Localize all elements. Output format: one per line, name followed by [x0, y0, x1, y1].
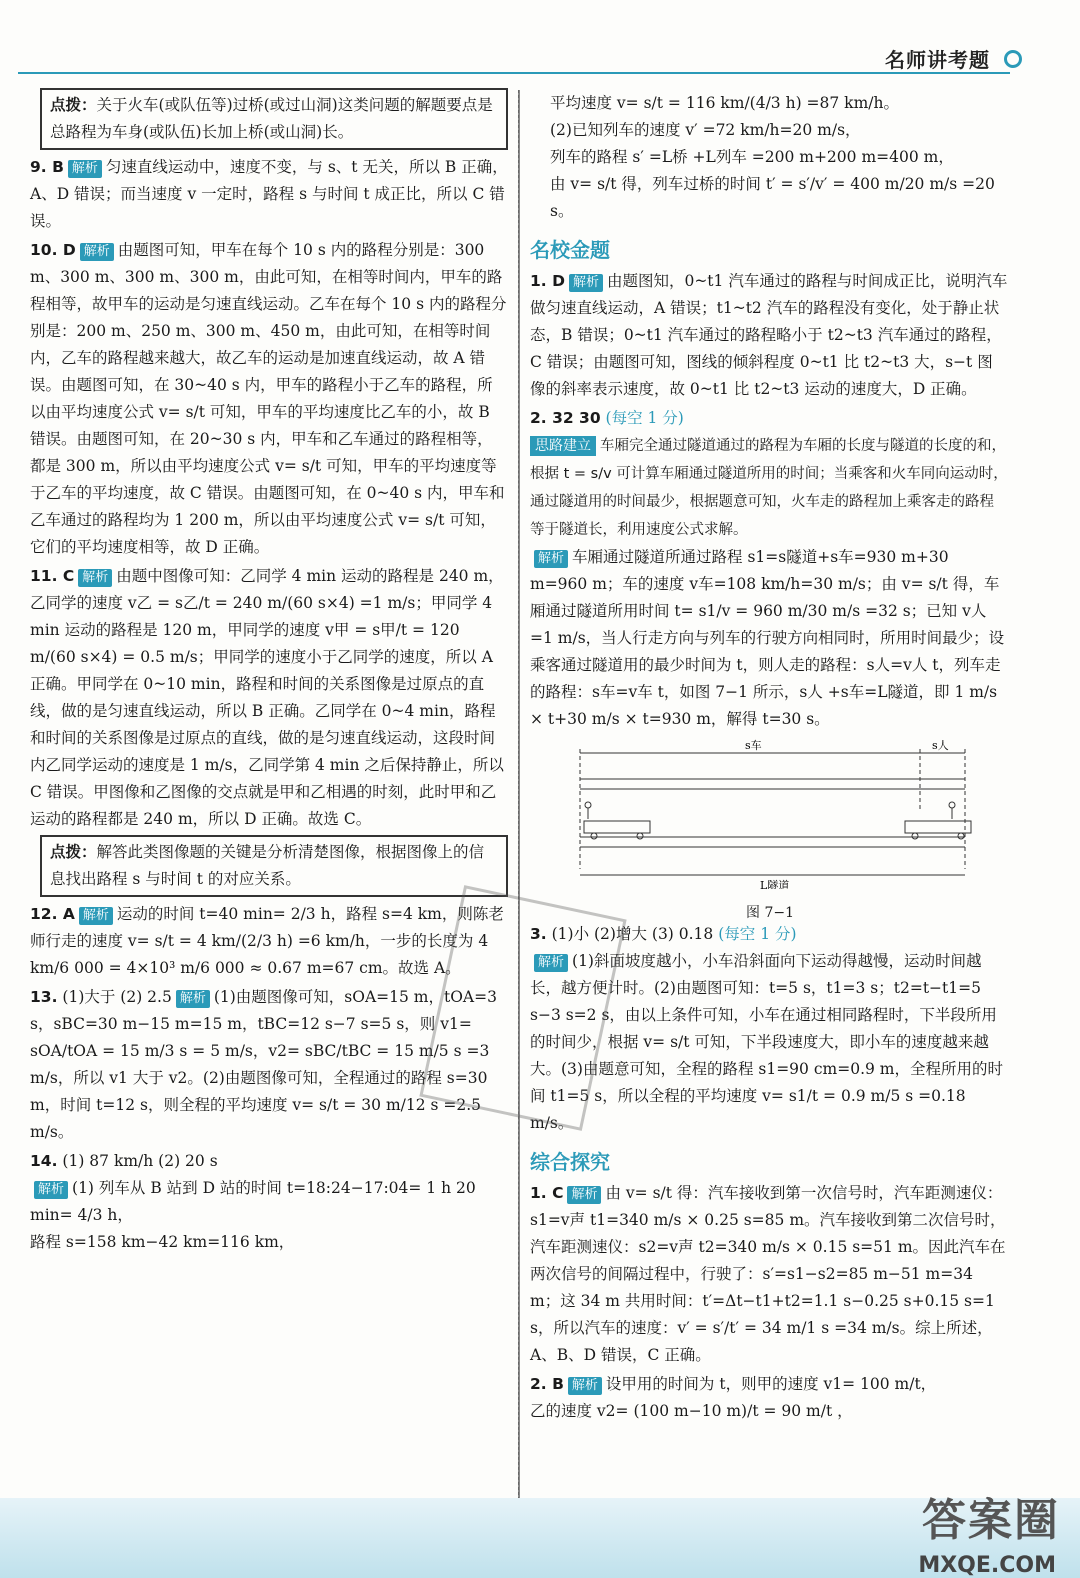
header-rule	[18, 72, 1010, 74]
answer-c2: 2. B 解析 设甲用的时间为 t，则甲的速度 v1= 100 m/t， 乙的速度 v2= (100 m−10 m)/t = 90 m/t ，	[530, 1375, 937, 1420]
section-heading: 综合探究	[530, 1150, 610, 1174]
watermark-logo: 答案圈	[922, 1495, 1060, 1546]
answer-13: 13. (1)大于 (2) 2.5 解析 (1)由题图像可知，sOA=15 m，tOA=3 s，sBC=30 m−15 m=15 m，tBC=12 s−7 s=5 s，则 v1= sOA/tOA = 15 m/3 s = 5 m/s，v2= sBC/tBC = 15 m/5 s =3 m/s，所以 v1 大于 v2。(2)由题图像可知，全程通过的路程 s=30 m，时间 t=12 s，则全程的平均速度 v= s/t = 30 m/12 s =2.5 m/s。	[30, 988, 497, 1141]
page-header-title: 名师讲考题	[885, 48, 990, 72]
header-dot-icon	[1004, 50, 1022, 68]
analysis-tag: 解析	[568, 1377, 602, 1395]
tip-label: 点拨：	[50, 843, 97, 861]
answer-r3: 3. (1)小 (2)增大 (3) 0.18 (每空 1 分) 解析 (1)斜面坡度越小，小车沿斜面向下运动得越慢，运动时间越长，越方便计时。(2)由题图可知：t=5 s，t1=3 s；t2=t−t1=5 s−3 s=2 s，由以上条件可知，小车在通过相同路程时，下半段所用的时间少，根据 v= s/t 可知，下半段速度大，即小车的速度越来越大。(3)由题意可知，全程的路程 s1=90 cm=0.9 m，全程所用的时间 t1=5 s，所以全程的平均速度 v= s1/t = 0.9 m/5 s =0.18 m/s。	[530, 925, 1003, 1132]
analysis-tag: 解析	[80, 243, 114, 261]
analysis-tag: 解析	[78, 569, 112, 587]
figure-caption: 图 7−1	[746, 905, 794, 921]
analysis-tag: 解析	[534, 954, 568, 972]
analysis-tag: 解析	[34, 1181, 68, 1199]
tip-text: 关于火车(或队伍等)过桥(或过山洞)这类问题的解题要点是总路程为车身(或队伍)长加上桥(或山洞)长。	[50, 96, 493, 141]
section-heading: 名校金题	[530, 238, 610, 262]
thinking-tag: 思路建立	[530, 436, 596, 456]
right-column	[530, 88, 1008, 1427]
answer-r1: 1. D 解析 由题图知，0~t1 汽车通过的路程与时间成正比，说明汽车做匀速直线运动，A 错误；t1~t2 汽车的路程没有变化，处于静止状态，B 错误；0~t1 汽车通过的路程略小于 t2~t3 汽车通过的路程，C 错误；由题图可知，图线的倾斜程度 0~t1 比 t2~t3 大，s−t 图像的斜率表示速度，故 0~t1 比 t2~t3 运动的速度大，D 正确。	[530, 272, 1008, 398]
answer-9: 9. B 解析 匀速直线运动中，速度不变，与 s、t 无关，所以 B 正确，A、D 错误；而当速度 v 一定时，路程 s 与时间 t 成正比，所以 C 错误。	[30, 158, 508, 230]
label-tunnel-length: L隧道	[760, 879, 790, 889]
tip-box	[40, 88, 508, 150]
page-footer-band	[0, 1495, 1080, 1578]
analysis-tag: 解析	[534, 550, 568, 568]
analysis-tag: 解析	[68, 160, 102, 178]
analysis-tag: 解析	[569, 274, 603, 292]
answer-c1: 1. C 解析 由 v= s/t 得：汽车接收到第一次信号时，汽车距测速仪：s1=v声 t1=340 m/s × 0.25 s=85 m。汽车接收到第二次信号时，汽车距测速仪：s2=v声 t2=340 m/s × 0.15 s=51 m。因此汽车在两次信号的间隔过程中，行驶了：s′=s1−s2=85 m−51 m=34 m；这 34 m 共用时间：t′=Δt−t1+t2=1.1 s−0.25 s+0.15 s=1 s，所以汽车的速度：v′ = s′/t′ = 34 m/1 s =34 m/s。综上所述，A、B、D 错误，C 正确。	[530, 1184, 1006, 1364]
answer-14-continued: 平均速度 v= s/t = 116 km/(4/3 h) =87 km/h。 (2)已知列车的速度 v′ =72 km/h=20 m/s， 列车的路程 s′ =L桥 +L列车 =200 m+200 m=400 m， 由 v= s/t 得，列车过桥的时间 t′ = s′/v′ = 400 m/20 m/s =20 s。	[550, 94, 995, 220]
figure-7-1	[560, 739, 980, 921]
answer-12: 12. A 解析 运动的时间 t=40 min= 2/3 h，路程 s=4 km，则陈老师行走的速度 v= s/t = 4 km/(2/3 h) =6 km/h，一步的长度为 4 km/6 000 = 4×10³ m/6 000 ≈ 0.67 m=67 cm。故选 A。	[30, 905, 504, 977]
answer-10: 10. D 解析 由题图可知，甲车在每个 10 s 内的路程分别是：300 m、300 m、300 m、300 m，由此可知，在相等时间内，甲车的路程相等，故甲车的运动是匀速直线运动。乙车在每个 10 s 内的路程分别是：200 m、250 m、300 m、450 m，由此可知，在相等时间内，乙车的路程越来越大，故乙车的运动是加速直线运动，故 A 错误。由题图可知，在 30~40 s 内，甲车的路程小于乙车的路程，所以由平均速度公式 v= s/t 可知，甲车的平均速度比乙车的小，故 B 错误。由题图可知，在 20~30 s 内，甲车和乙车通过的路程相等，都是 300 m，所以由平均速度公式 v= s/t 可知，甲车的平均速度等于乙车的平均速度，故 C 错误。由题图可知，在 0~40 s 内，甲车和乙车通过的路程均为 1 200 m，所以由平均速度公式 v= s/t 可知，它们的平均速度相等，故 D 正确。	[30, 241, 507, 556]
watermark-url: MXQE.COM	[918, 1553, 1056, 1578]
column-divider	[518, 90, 520, 1530]
analysis-tag: 解析	[176, 990, 210, 1008]
label-s-car: s车	[745, 739, 762, 752]
tunnel-diagram	[560, 739, 980, 889]
tip-box	[40, 835, 508, 897]
answer-14: 14. (1) 87 km/h (2) 20 s 解析 (1) 列车从 B 站到 D 站的时间 t=18:24−17:04= 1 h 20 min= 4/3 h， 路程 s=158 km−42 km=116 km，	[30, 1152, 476, 1251]
tip-text: 解答此类图像题的关键是分析清楚图像，根据图像上的信息找出路程 s 与时间 t 的对应关系。	[50, 843, 485, 888]
analysis-tag: 解析	[79, 907, 113, 925]
answer-r2: 2. 32 30 (每空 1 分) 思路建立 车厢完全通过隧道通过的路程为车厢的长度与隧道的长度的和，根据 t = s/v 可计算车厢通过隧道所用的时间；当乘客和火车同向运动时，通过隧道用的时间最少，根据题意可知，火车走的路程加上乘客走的路程等于隧道长，利用速度公式求解。 解析 车厢通过隧道所通过路程 s1=s隧道+s车=930 m+30 m=960 m；车的速度 v车=108 km/h=30 m/s；由 v= s/t 得，车厢通过隧道所用时间 t= s1/v = 960 m/30 m/s =32 s；已知 v人=1 m/s，当人行走方向与列车的行驶方向相同时，所用时间最少；设乘客通过隧道用的最少时间为 t，则人走的路程：s人=v人 t，列车走的路程：s车=v车 t，如图 7−1 所示，s人 +s车=L隧道，即 1 m/s × t+30 m/s × t=930 m，解得 t=30 s。	[530, 409, 1008, 728]
tip-label: 点拨：	[50, 96, 97, 114]
answer-11: 11. C 解析 由题中图像可知：乙同学 4 min 运动的路程是 240 m，乙同学的速度 v乙 = s乙/t = 240 m/(60 s×4) =1 m/s；甲同学 4 min 运动的路程是 120 m，甲同学的速度 v甲 = s甲/t = 120 m/(60 s×4) = 0.5 m/s；甲同学的速度小于乙同学的速度，所以 A 正确。甲同学在 0~10 min，路程和时间的关系图像是过原点的直线，做的是匀速直线运动，所以 B 正确。乙同学在 0~4 min，路程和时间的关系图像是过原点的直线，做的是匀速直线运动，这段时间内乙同学运动的速度是 1 m/s，乙同学第 4 min 之后保持静止，所以 C 错误。甲图像和乙图像的交点就是甲和乙相遇的时刻，此时甲和乙运动的路程都是 240 m，所以 D 正确。故选 C。	[30, 567, 504, 828]
analysis-tag: 解析	[567, 1186, 601, 1204]
label-s-person: s人	[932, 739, 949, 752]
